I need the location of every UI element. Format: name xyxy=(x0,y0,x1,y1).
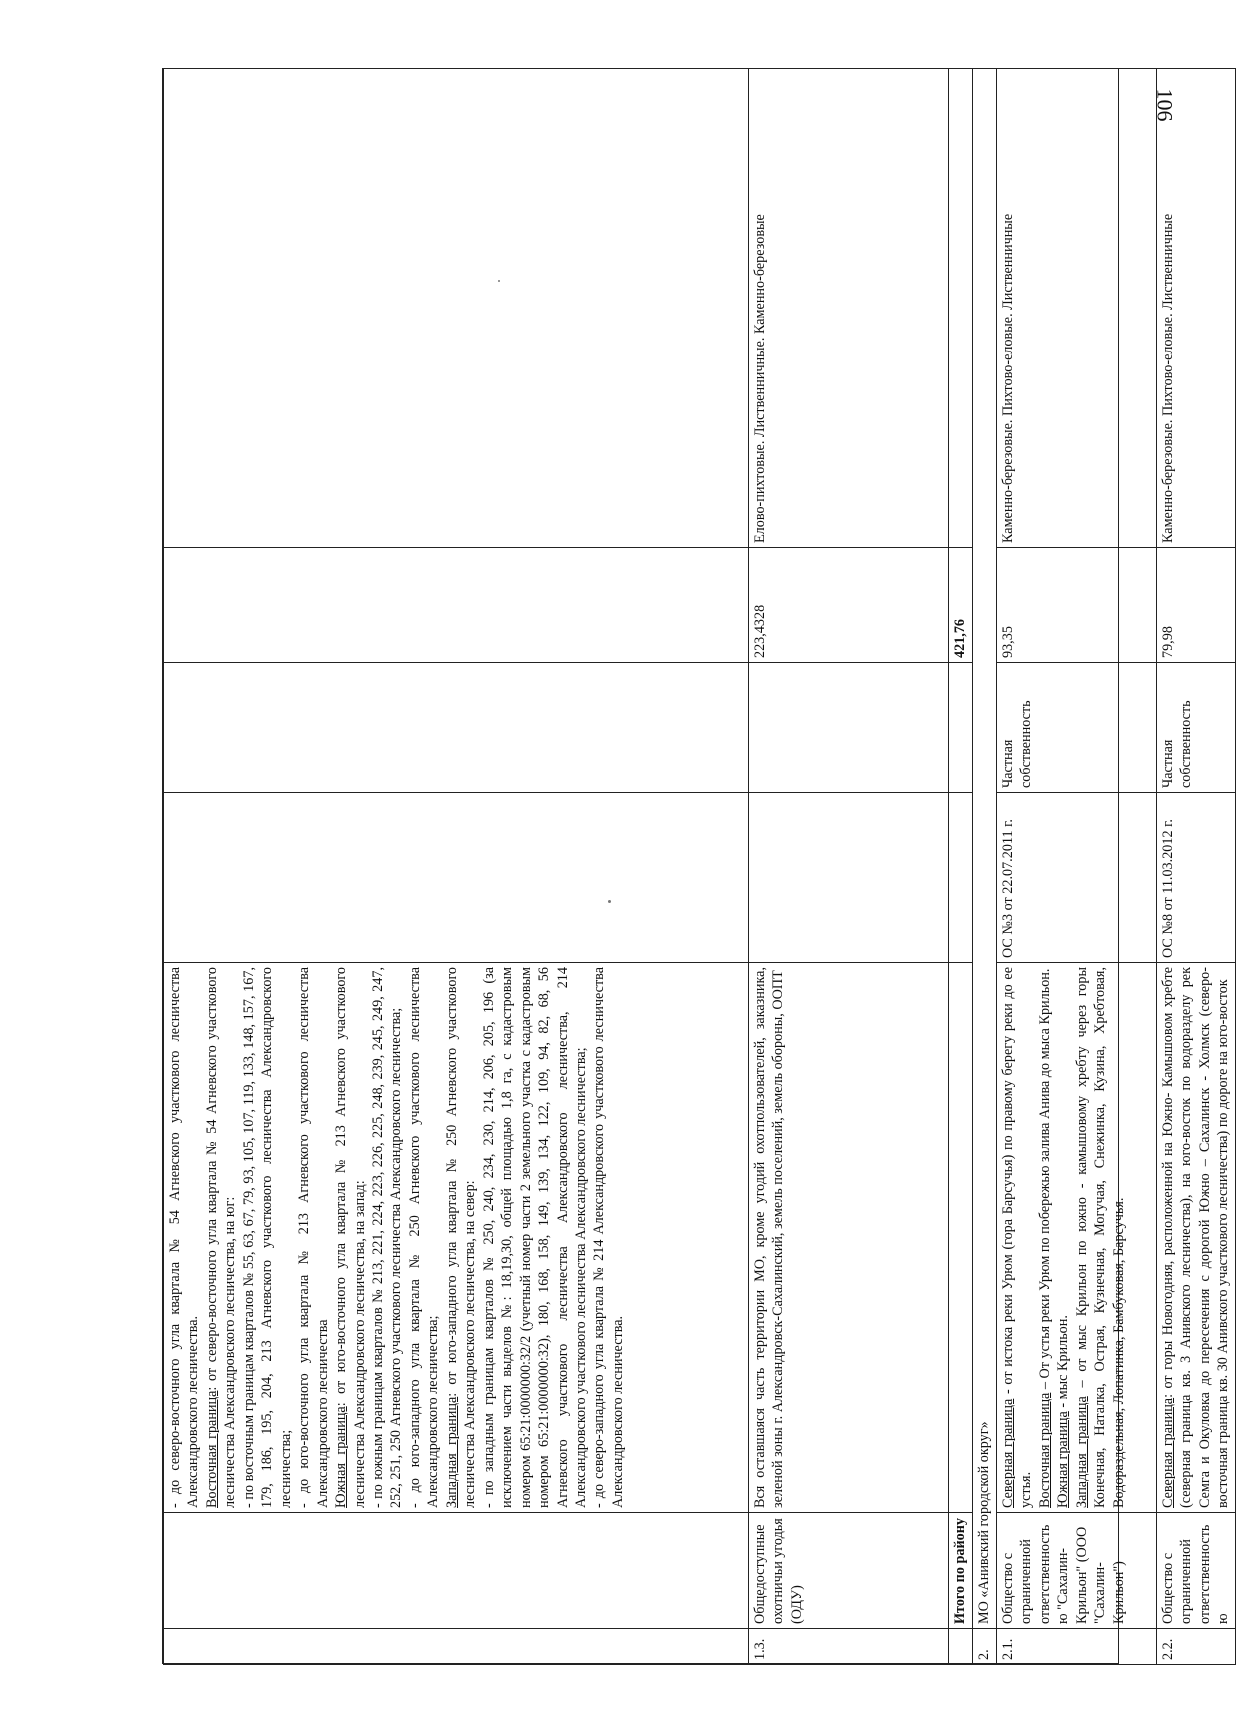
boundary-label: Восточная граница xyxy=(1036,1392,1053,1508)
section-title: МО «Анивский городской округ» xyxy=(973,69,997,1629)
row-number: 2.2. xyxy=(1157,1629,1236,1665)
ownership-form: Частная собственность xyxy=(997,663,1157,793)
hunting-user-name xyxy=(164,1513,749,1629)
description-line: Южная граница - мыс Крильон. xyxy=(1055,1315,1072,1508)
area-thousand-ha: 93,35 xyxy=(997,548,1157,663)
founding-document xyxy=(749,793,949,963)
ownership-form xyxy=(164,663,749,793)
founding-document xyxy=(164,793,749,963)
ownership-form xyxy=(749,663,949,793)
forest-type xyxy=(164,69,749,548)
description-line: - до северо-западного угла квартала № 214 Александровского участкового лесничества Александровского лесничества. xyxy=(591,967,626,1508)
description-line: - до северо-восточного угла квартала № 54 Агневского участкового лесничества Александровского лесничества. xyxy=(167,967,202,1508)
section-number: 2. xyxy=(973,1629,997,1665)
page-number: 106 xyxy=(1152,88,1178,122)
area-thousand-ha: 79,98 xyxy=(1157,548,1236,663)
section-row xyxy=(973,69,997,1665)
row-number: 2.1. xyxy=(997,1629,1157,1665)
forest-type: Каменно-березовые. Пихтово-еловые. Лиственничные xyxy=(1157,69,1236,548)
area-thousand-ha: 223,4328 xyxy=(749,548,949,663)
description-line: - по южным границам кварталов № 213, 221, 224, 223, 226, 225, 248, 239, 245, 249, 247, 252, 251, 250 Агневского участкового лесничества Александровского лесничества; xyxy=(369,967,405,1508)
boundary-description xyxy=(1157,963,1236,1513)
hunting-grounds-table xyxy=(163,68,1236,1665)
description-line: - по восточным границам кварталов № 55, 63, 67, 79, 93, 105, 107, 119, 133, 148, 157, 167, 179, 186, 195, 204, 213 Агневского участкового лесничества Александровского лесничества; xyxy=(240,967,294,1508)
description-line: Западная граница – от мыс Крильон по южно - камышовому хребту через горы Конечная, Наталка, Острая, Кузнечная, Могучая, Снежинка, Кузина, Хребтовая, Водораздельная, Лопатинка, Бамбуковая, Барсучья. xyxy=(1073,967,1127,1508)
empty-cell xyxy=(949,1629,973,1665)
empty-cell xyxy=(949,663,973,793)
table-row xyxy=(164,69,749,1665)
empty-cell xyxy=(949,69,973,548)
description-line: Восточная граница – От устья реки Урюм по побережью залива Анива до мыса Крильон. xyxy=(1036,968,1053,1508)
founding-document: ОС №3 от 22.07.2011 г. xyxy=(997,793,1157,963)
ownership-form: Частная собственность xyxy=(1157,663,1236,793)
boundary-label: Восточная граница xyxy=(203,1390,220,1508)
table-row xyxy=(1157,69,1236,1665)
empty-cell xyxy=(949,963,973,1513)
row-number: 1.3. xyxy=(749,1629,949,1665)
table-row xyxy=(997,69,1157,1665)
boundary-description xyxy=(164,963,749,1513)
boundary-label: Северная граница xyxy=(1000,1398,1016,1508)
description-line: - по западным границам кварталов № 250, 240, 234, 230, 214, 206, 205, 196 (за исключением части выделов №: 18,19,30, общей площадью 1,8 га, с кадастровым номером 65:21:0000000:32/2 (учетный номер части 2 земельного участка с кадастровым номером 65:21:0000000:32), 180, 168, 158, 149, 139, 134, 122, 109, 94, 82, 68, 56 Агневского участкового лесничества Александровского лесничества, 214 Александровского участкового лесничества Александровского лесничества; xyxy=(480,967,589,1508)
description-line: Восточная граница: от северо-восточного угла квартала № 54 Агневского участкового лесничества Александровского лесничества, на юг: xyxy=(203,967,239,1508)
description-line: Вся оставшаяся часть территории МО, кроме угодий охотпользователей, заказника, зеленой зоны г. Александровск-Сахалинский, земель поселений, земель обороны, ООПТ xyxy=(752,967,787,1508)
hunting-user-name: Общедоступные охотничьи угодья (ОДУ) xyxy=(749,1513,949,1629)
description-line: - до юго-западного угла квартала № 250 Агневского участкового лесничества Александровского лесничества; xyxy=(406,967,442,1508)
boundary-description xyxy=(997,963,1157,1513)
forest-type: Елово-пихтовые. Лиственничные. Каменно-березовые xyxy=(749,69,949,548)
description-line: Северная граница - от истока реки Урюм (гора Барсучья) по правому берегу реки до ее устья. xyxy=(1000,966,1035,1508)
description-line: Северная граница: от горы Новогодняя, расположенной на Южно- Камышовом хребте (северная граница кв. 3 Анивского лесничества), на юго-восток по водоразделу рек Семга и Окуловка до пересечения с дорогой Южно – Сахалинск - Холмск (северо-восточная граница кв. 30 Анивского участкового лесничества) по дороге на юго-восток xyxy=(1160,967,1232,1508)
total-label: Итого по району xyxy=(949,1513,973,1629)
description-line: - до юго-восточного угла квартала № 213 Агневского участкового лесничества Александровского лесничества xyxy=(296,967,331,1508)
area-thousand-ha xyxy=(164,548,749,663)
row-number xyxy=(164,1629,749,1665)
description-line: Южная граница: от юго-восточного угла квартала № 213 Агневского участкового лесничества Александровского лесничества, на запад: xyxy=(333,967,368,1508)
hunting-user-name: Общество с ограниченной ответственностью xyxy=(1157,1513,1236,1629)
description-line: Западная граница: от юго-западного угла квартала № 250 Агневского участкового лесничества Александровского лесничества, на север: xyxy=(443,966,479,1508)
boundary-label: Западная граница xyxy=(443,1396,460,1508)
forest-type: Каменно-березовые. Пихтово-еловые. Лиственничные xyxy=(997,69,1157,548)
empty-cell xyxy=(949,793,973,963)
table-row xyxy=(749,69,949,1665)
total-value: 421,76 xyxy=(949,548,973,663)
boundary-label: Западная граница xyxy=(1073,1396,1090,1508)
boundary-description xyxy=(749,963,949,1513)
boundary-label: Северная граница xyxy=(1160,1397,1176,1508)
boundary-label: Южная граница xyxy=(1055,1411,1072,1508)
founding-document: ОС №8 от 11.03.2012 г. xyxy=(1157,793,1236,963)
total-row xyxy=(949,69,973,1665)
boundary-label: Южная граница xyxy=(333,1406,350,1508)
hunting-user-name: Общество с ограниченной ответственностью "Сахалин-Крильон" (ООО "Сахалин-Крильон") xyxy=(997,1513,1157,1629)
